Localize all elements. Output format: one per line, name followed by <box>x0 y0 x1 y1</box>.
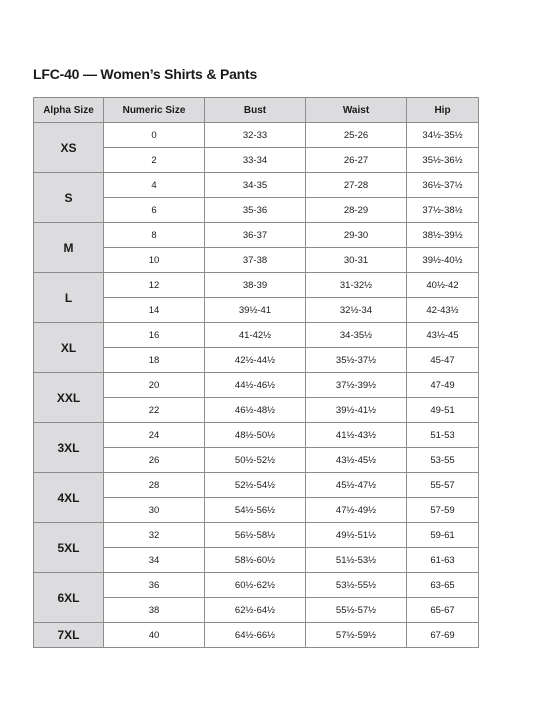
hip-cell: 65-67 <box>407 598 479 623</box>
hip-cell: 39½-40½ <box>407 248 479 273</box>
waist-cell: 35½-37½ <box>306 348 407 373</box>
alpha-size-cell: XL <box>34 323 104 373</box>
header-row <box>34 98 479 123</box>
alpha-size-cell: S <box>34 173 104 223</box>
hip-cell: 38½-39½ <box>407 223 479 248</box>
numeric-size-cell: 8 <box>104 223 205 248</box>
bust-cell: 32-33 <box>205 123 306 148</box>
numeric-size-cell: 34 <box>104 548 205 573</box>
hip-cell: 59-61 <box>407 523 479 548</box>
hip-cell: 34½-35½ <box>407 123 479 148</box>
bust-cell: 44½-46½ <box>205 373 306 398</box>
bust-cell: 52½-54½ <box>205 473 306 498</box>
hip-cell: 43½-45 <box>407 323 479 348</box>
hip-cell: 57-59 <box>407 498 479 523</box>
alpha-size-cell: XS <box>34 123 104 173</box>
table-row <box>34 273 479 298</box>
hip-cell: 51-53 <box>407 423 479 448</box>
header-numeric-size: Numeric Size <box>104 98 205 123</box>
hip-cell: 37½-38½ <box>407 198 479 223</box>
numeric-size-cell: 10 <box>104 248 205 273</box>
waist-cell: 34-35½ <box>306 323 407 348</box>
alpha-size-cell: 4XL <box>34 473 104 523</box>
waist-cell: 30-31 <box>306 248 407 273</box>
waist-cell: 27-28 <box>306 173 407 198</box>
header-alpha-size: Alpha Size <box>34 98 104 123</box>
waist-cell: 45½-47½ <box>306 473 407 498</box>
hip-cell: 40½-42 <box>407 273 479 298</box>
bust-cell: 64½-66½ <box>205 623 306 648</box>
header-hip: Hip <box>407 98 479 123</box>
numeric-size-cell: 2 <box>104 148 205 173</box>
size-chart-table <box>33 97 479 648</box>
table-row <box>34 323 479 348</box>
waist-cell: 28-29 <box>306 198 407 223</box>
hip-cell: 49-51 <box>407 398 479 423</box>
numeric-size-cell: 22 <box>104 398 205 423</box>
waist-cell: 32½-34 <box>306 298 407 323</box>
hip-cell: 45-47 <box>407 348 479 373</box>
bust-cell: 41-42½ <box>205 323 306 348</box>
table-row <box>34 423 479 448</box>
waist-cell: 29-30 <box>306 223 407 248</box>
table-row <box>34 123 479 148</box>
numeric-size-cell: 16 <box>104 323 205 348</box>
numeric-size-cell: 36 <box>104 573 205 598</box>
hip-cell: 35½-36½ <box>407 148 479 173</box>
numeric-size-cell: 26 <box>104 448 205 473</box>
bust-cell: 60½-62½ <box>205 573 306 598</box>
table-row <box>34 573 479 598</box>
page-title: LFC-40 — Women’s Shirts & Pants <box>33 66 258 82</box>
header-waist: Waist <box>306 98 407 123</box>
numeric-size-cell: 14 <box>104 298 205 323</box>
numeric-size-cell: 18 <box>104 348 205 373</box>
waist-cell: 49½-51½ <box>306 523 407 548</box>
numeric-size-cell: 4 <box>104 173 205 198</box>
waist-cell: 37½-39½ <box>306 373 407 398</box>
hip-cell: 53-55 <box>407 448 479 473</box>
numeric-size-cell: 38 <box>104 598 205 623</box>
waist-cell: 25-26 <box>306 123 407 148</box>
table-row <box>34 523 479 548</box>
alpha-size-cell: XXL <box>34 373 104 423</box>
hip-cell: 36½-37½ <box>407 173 479 198</box>
waist-cell: 47½-49½ <box>306 498 407 523</box>
hip-cell: 55-57 <box>407 473 479 498</box>
waist-cell: 55½-57½ <box>306 598 407 623</box>
alpha-size-cell: 5XL <box>34 523 104 573</box>
numeric-size-cell: 12 <box>104 273 205 298</box>
hip-cell: 61-63 <box>407 548 479 573</box>
hip-cell: 63-65 <box>407 573 479 598</box>
bust-cell: 56½-58½ <box>205 523 306 548</box>
bust-cell: 37-38 <box>205 248 306 273</box>
bust-cell: 54½-56½ <box>205 498 306 523</box>
table-row <box>34 473 479 498</box>
waist-cell: 57½-59½ <box>306 623 407 648</box>
table-row <box>34 173 479 198</box>
waist-cell: 41½-43½ <box>306 423 407 448</box>
bust-cell: 46½-48½ <box>205 398 306 423</box>
waist-cell: 31-32½ <box>306 273 407 298</box>
numeric-size-cell: 6 <box>104 198 205 223</box>
bust-cell: 33-34 <box>205 148 306 173</box>
hip-cell: 47-49 <box>407 373 479 398</box>
bust-cell: 39½-41 <box>205 298 306 323</box>
waist-cell: 53½-55½ <box>306 573 407 598</box>
numeric-size-cell: 28 <box>104 473 205 498</box>
numeric-size-cell: 0 <box>104 123 205 148</box>
waist-cell: 51½-53½ <box>306 548 407 573</box>
waist-cell: 26-27 <box>306 148 407 173</box>
table-row <box>34 373 479 398</box>
table-row <box>34 623 479 648</box>
hip-cell: 42-43½ <box>407 298 479 323</box>
numeric-size-cell: 24 <box>104 423 205 448</box>
alpha-size-cell: 3XL <box>34 423 104 473</box>
header-bust: Bust <box>205 98 306 123</box>
bust-cell: 35-36 <box>205 198 306 223</box>
hip-cell: 67-69 <box>407 623 479 648</box>
alpha-size-cell: M <box>34 223 104 273</box>
bust-cell: 62½-64½ <box>205 598 306 623</box>
bust-cell: 38-39 <box>205 273 306 298</box>
bust-cell: 58½-60½ <box>205 548 306 573</box>
waist-cell: 43½-45½ <box>306 448 407 473</box>
numeric-size-cell: 32 <box>104 523 205 548</box>
bust-cell: 50½-52½ <box>205 448 306 473</box>
alpha-size-cell: 6XL <box>34 573 104 623</box>
numeric-size-cell: 20 <box>104 373 205 398</box>
table-row <box>34 223 479 248</box>
bust-cell: 48½-50½ <box>205 423 306 448</box>
numeric-size-cell: 30 <box>104 498 205 523</box>
alpha-size-cell: L <box>34 273 104 323</box>
alpha-size-cell: 7XL <box>34 623 104 648</box>
bust-cell: 34-35 <box>205 173 306 198</box>
numeric-size-cell: 40 <box>104 623 205 648</box>
waist-cell: 39½-41½ <box>306 398 407 423</box>
bust-cell: 42½-44½ <box>205 348 306 373</box>
size-table-body <box>34 123 479 648</box>
bust-cell: 36-37 <box>205 223 306 248</box>
